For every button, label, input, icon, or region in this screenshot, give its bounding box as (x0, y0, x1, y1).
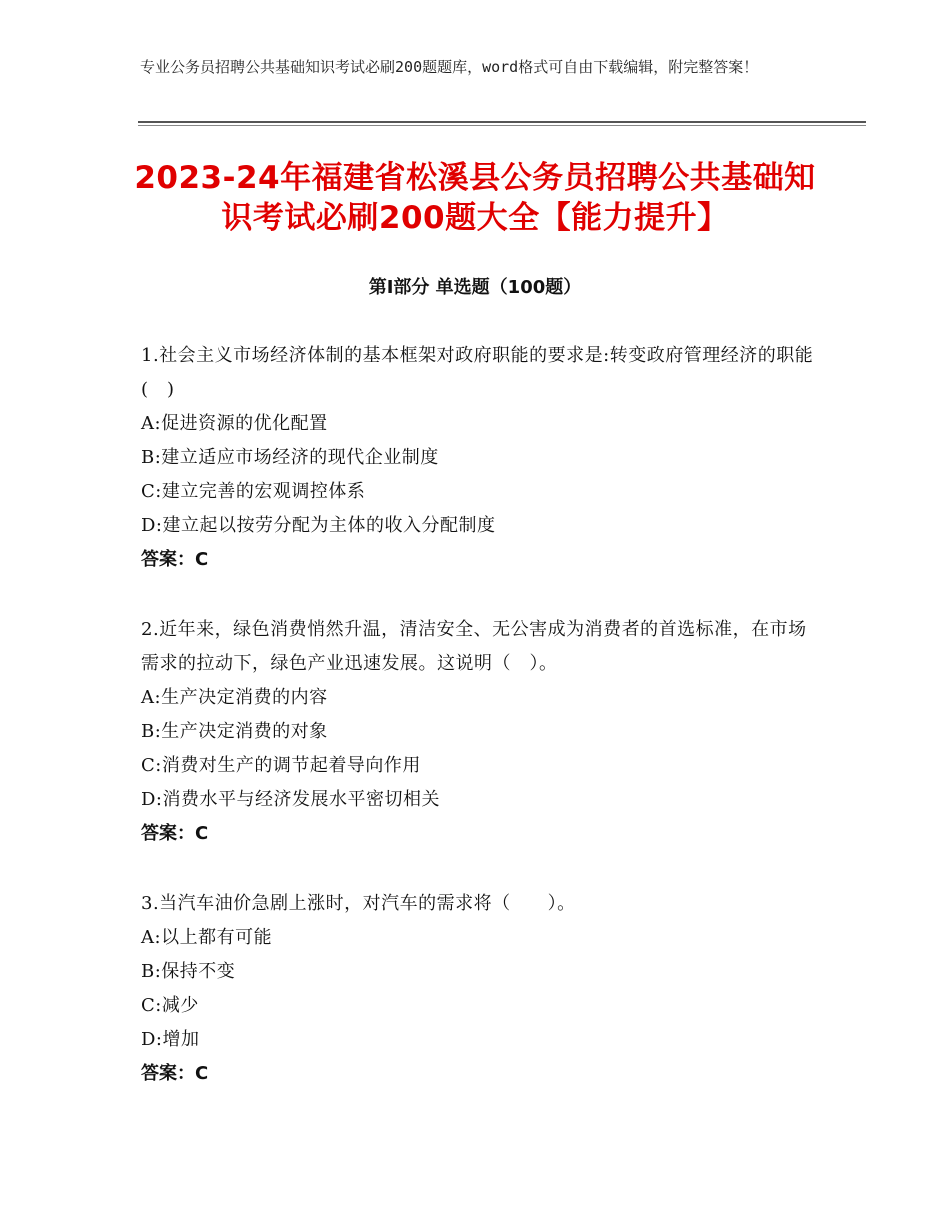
option-a: A:以上都有可能 (141, 927, 273, 948)
option-b: B:保持不变 (141, 961, 236, 982)
question-2 (141, 613, 821, 851)
option-d: D:消费水平与经济发展水平密切相关 (141, 789, 440, 810)
option-d: D:增加 (141, 1029, 200, 1050)
option-c: C:建立完善的宏观调控体系 (141, 481, 366, 502)
answer-label: 答案：C (141, 823, 209, 844)
option-d: D:建立起以按劳分配为主体的收入分配制度 (141, 515, 496, 536)
question-stem: 3.当汽车油价急剧上涨时，对汽车的需求将（ ）。 (141, 893, 576, 914)
question-stem: 1.社会主义市场经济体制的基本框架对政府职能的要求是:转变政府管理经济的职能( ) (141, 345, 814, 400)
answer-label: 答案：C (141, 1063, 209, 1084)
answer-label: 答案：C (141, 549, 209, 570)
option-b: B:建立适应市场经济的现代企业制度 (141, 447, 439, 468)
option-b: B:生产决定消费的对象 (141, 721, 328, 742)
option-a: A:促进资源的优化配置 (141, 413, 328, 434)
header-divider-thin (138, 125, 866, 126)
section-heading: 第Ⅰ部分 单选题（100题） (368, 277, 582, 298)
option-c: C:减少 (141, 995, 199, 1016)
option-a: A:生产决定消费的内容 (141, 687, 328, 708)
question-stem: 2.近年来，绿色消费悄然升温，清洁安全、无公害成为消费者的首选标准，在市场需求的拉动下，绿色产业迅速发展。这说明（ ）。 (141, 619, 807, 674)
question-1 (141, 339, 821, 577)
document-title: 2023-24年福建省松溪县公务员招聘公共基础知识考试必刷200题大全【能力提升】 (134, 160, 816, 236)
header-note: 专业公务员招聘公共基础知识考试必刷200题题库，word格式可自由下载编辑，附完整答案！ (140, 58, 759, 76)
header-divider-thick (138, 121, 866, 123)
option-c: C:消费对生产的调节起着导向作用 (141, 755, 421, 776)
question-3 (141, 887, 821, 1091)
